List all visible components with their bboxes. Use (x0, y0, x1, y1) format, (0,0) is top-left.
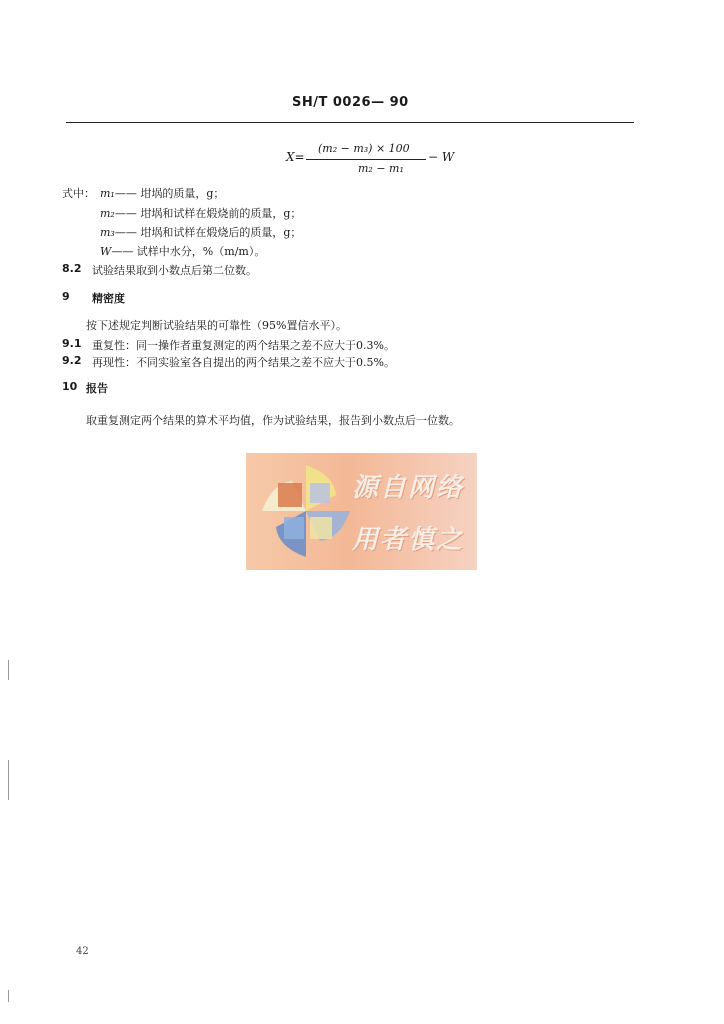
clause-9-2-text: 再现性：不同实验室各自提出的两个结果之差不应大于0.5%。 (92, 356, 395, 369)
clause-9-1-number: 9.1 (62, 337, 82, 350)
formula-denominator: m₂ − m₁ (358, 162, 404, 175)
definition-text: —— 坩埚和试样在煅烧前的质量，g； (114, 207, 302, 220)
page-number: 42 (76, 946, 89, 957)
margin-mark (8, 760, 9, 800)
fraction-bar (306, 159, 426, 160)
clause-9-1-text: 重复性：同一操作者重复测定的两个结果之差不应大于0.3%。 (92, 339, 395, 352)
definition-item (100, 224, 301, 240)
section-9-intro: 按下述规定判断试验结果的可靠性（95%置信水平）。 (86, 319, 347, 332)
section-9-title: 精密度 (92, 292, 125, 305)
section-9-number: 9 (62, 290, 70, 303)
section-10-number: 10 (62, 380, 78, 393)
pinwheel-icon (258, 461, 354, 561)
clause-9-2-number: 9.2 (62, 354, 82, 367)
formula-lhs: X= (286, 150, 305, 164)
definition-item (100, 243, 265, 259)
definition-symbol: W (100, 245, 112, 258)
definition-text: —— 坩埚的质量，g； (114, 187, 225, 200)
clause-8-2-text: 试验结果取到小数点后第二位数。 (92, 264, 257, 277)
watermark-line-1: 源自网络 (352, 473, 465, 503)
formula-tail: − W (428, 150, 455, 164)
formula (286, 142, 466, 178)
definitions-intro: 式中： (62, 187, 95, 200)
watermark-line-2: 用者慎之 (352, 525, 465, 555)
watermark-logo (246, 453, 477, 570)
section-10-text: 取重复测定两个结果的算术平均值，作为试验结果，报告到小数点后一位数。 (86, 414, 460, 427)
section-10-title: 报告 (86, 382, 108, 395)
clause-8-2-number: 8.2 (62, 262, 82, 275)
definition-symbol: m₃ (100, 226, 115, 239)
formula-numerator: (m₂ − m₃) × 100 (318, 142, 410, 155)
header-rule (66, 122, 634, 123)
standard-code-header: SH/T 0026— 90 (292, 95, 409, 110)
definition-text: —— 试样中水分，%（m/m）。 (111, 245, 266, 258)
definition-text: —— 坩埚和试样在煅烧后的质量，g； (114, 226, 302, 239)
definition-symbol: m₁ (100, 187, 115, 200)
margin-mark (8, 660, 9, 680)
definition-item (100, 205, 301, 221)
definition-item (100, 185, 224, 201)
margin-mark (8, 990, 9, 1002)
definition-symbol: m₂ (100, 207, 115, 220)
